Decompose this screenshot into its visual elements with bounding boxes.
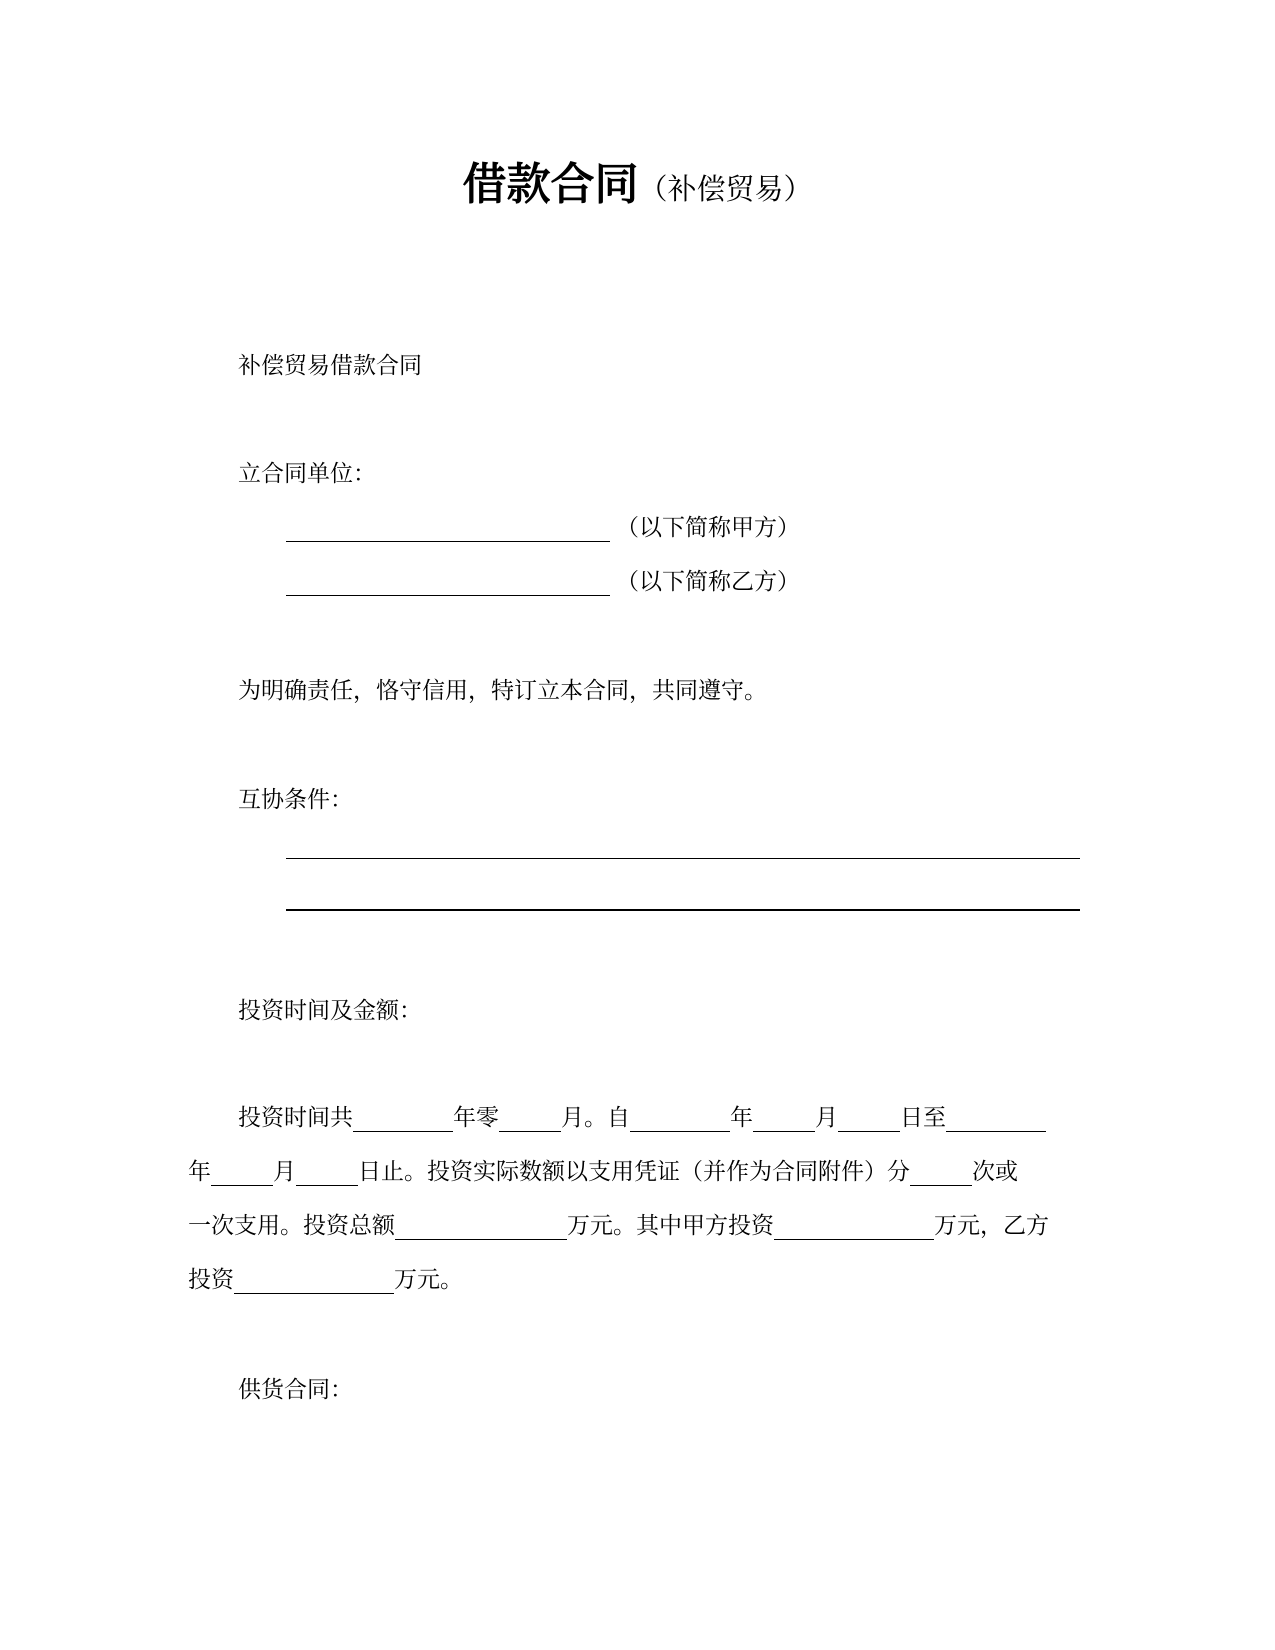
cooperation-blank-1[interactable]: [286, 858, 1080, 859]
end-day-blank[interactable]: [296, 1163, 358, 1186]
title-sub: （补偿贸易）: [638, 172, 813, 206]
investment-line-3: [188, 1212, 1049, 1240]
start-month-blank[interactable]: [753, 1109, 815, 1132]
installments-blank[interactable]: [910, 1163, 972, 1186]
inv-l1-t3: 月。自: [561, 1105, 630, 1131]
inv-l2-t3: 日止。投资实际数额以支用凭证（并作为合同附件）分: [358, 1159, 910, 1185]
party-b-blank[interactable]: [286, 573, 610, 596]
preamble: 为明确责任，恪守信用，特订立本合同，共同遵守。: [238, 678, 767, 704]
inv-l1-t2: 年零: [453, 1105, 499, 1131]
inv-l3-t2: 万元。其中甲方投资: [567, 1213, 774, 1239]
party-b-suffix: （以下简称乙方）: [616, 569, 800, 595]
inv-l2-t4: 次或: [972, 1159, 1018, 1185]
title-main: 借款合同: [462, 159, 639, 210]
document-title: [0, 148, 1275, 212]
years-blank[interactable]: [353, 1109, 453, 1132]
inv-l4-t2: 万元。: [394, 1267, 463, 1293]
months-blank[interactable]: [499, 1109, 561, 1132]
end-year-blank[interactable]: [946, 1109, 1046, 1132]
inv-l1-t1: 投资时间共: [238, 1105, 353, 1131]
inv-l3-t1: 一次支用。投资总额: [188, 1213, 395, 1239]
inv-l1-t5: 月: [815, 1105, 838, 1131]
end-month-blank[interactable]: [211, 1163, 273, 1186]
start-day-blank[interactable]: [838, 1109, 900, 1132]
inv-l2-t1: 年: [188, 1159, 211, 1185]
party-a-blank[interactable]: [286, 519, 610, 542]
party-a-row: [286, 514, 800, 542]
party-a-suffix: （以下简称甲方）: [616, 515, 800, 541]
party-b-row: [286, 568, 800, 596]
investment-line-2: [188, 1158, 1018, 1186]
investment-line-4: [188, 1266, 463, 1294]
cooperation-heading: 互协条件：: [238, 787, 353, 813]
cooperation-blank-2[interactable]: [286, 909, 1080, 911]
inv-l3-t3: 万元，乙方: [934, 1213, 1049, 1239]
inv-l2-t2: 月: [273, 1159, 296, 1185]
investment-heading: 投资时间及金额：: [238, 998, 422, 1024]
inv-l4-t1: 投资: [188, 1267, 234, 1293]
inv-l1-t6: 日至: [900, 1105, 946, 1131]
start-year-blank[interactable]: [630, 1109, 730, 1132]
party-b-investment-blank[interactable]: [234, 1271, 394, 1294]
supply-heading: 供货合同：: [238, 1377, 353, 1403]
contract-subtitle: 补偿贸易借款合同: [238, 353, 422, 379]
parties-heading: 立合同单位：: [238, 461, 376, 487]
inv-l1-t4: 年: [730, 1105, 753, 1131]
party-a-investment-blank[interactable]: [774, 1217, 934, 1240]
investment-line-1: [238, 1104, 1046, 1132]
total-investment-blank[interactable]: [395, 1217, 567, 1240]
